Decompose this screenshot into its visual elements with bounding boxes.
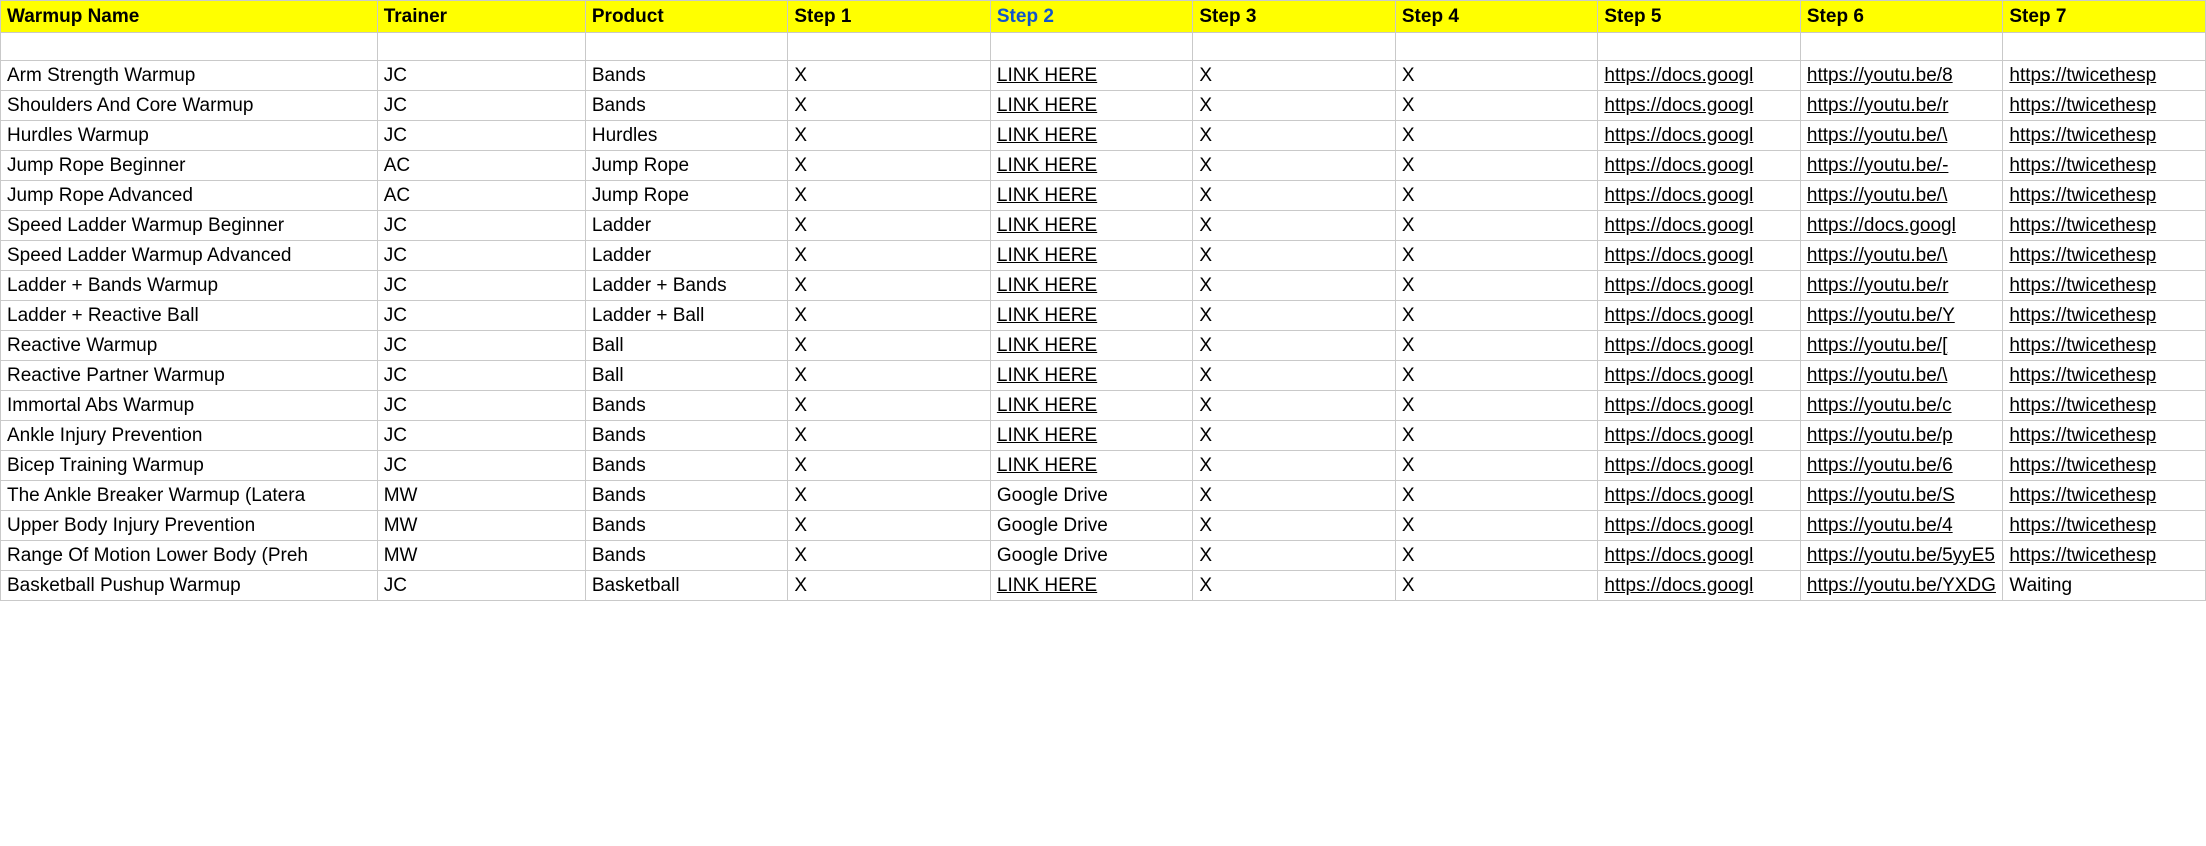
cell[interactable] (1, 33, 378, 61)
cell[interactable]: https://twicethesp (2003, 241, 2206, 271)
cell[interactable]: https://docs.googl (1800, 211, 2003, 241)
cell[interactable]: JC (377, 241, 585, 271)
cell[interactable]: Bands (585, 421, 788, 451)
cell[interactable]: https://docs.googl (1598, 301, 1801, 331)
cell[interactable]: Ladder + Reactive Ball (1, 301, 378, 331)
cell[interactable]: https://youtu.be/\ (1800, 181, 2003, 211)
cell[interactable]: Ladder + Bands (585, 271, 788, 301)
cell[interactable]: https://docs.googl (1598, 121, 1801, 151)
cell[interactable]: X (788, 241, 991, 271)
cell[interactable]: https://youtu.be/[ (1800, 331, 2003, 361)
cell[interactable]: X (1395, 511, 1598, 541)
table-row[interactable] (1, 571, 2206, 601)
column-header-trainer[interactable]: Trainer (377, 1, 585, 33)
cell[interactable]: JC (377, 361, 585, 391)
cell[interactable]: https://youtu.be/- (1800, 151, 2003, 181)
cell[interactable]: Ball (585, 331, 788, 361)
cell[interactable]: https://twicethesp (2003, 61, 2206, 91)
cell[interactable]: X (1193, 301, 1396, 331)
cell[interactable] (788, 33, 991, 61)
cell[interactable]: X (1395, 151, 1598, 181)
table-row[interactable] (1, 211, 2206, 241)
cell[interactable]: X (1193, 61, 1396, 91)
cell[interactable]: X (1193, 271, 1396, 301)
table-row[interactable] (1, 331, 2206, 361)
cell[interactable]: Waiting (2003, 571, 2206, 601)
cell[interactable]: X (1395, 331, 1598, 361)
cell[interactable]: Jump Rope Advanced (1, 181, 378, 211)
cell[interactable]: Google Drive (990, 511, 1193, 541)
cell[interactable]: X (1193, 571, 1396, 601)
cell[interactable]: LINK HERE (990, 61, 1193, 91)
cell[interactable]: X (1395, 91, 1598, 121)
column-header-step-1[interactable]: Step 1 (788, 1, 991, 33)
cell[interactable]: X (1395, 121, 1598, 151)
cell[interactable]: https://docs.googl (1598, 421, 1801, 451)
cell[interactable]: X (1193, 541, 1396, 571)
cell[interactable]: https://youtu.be/Y (1800, 301, 2003, 331)
column-header-warmup-name[interactable]: Warmup Name (1, 1, 378, 33)
cell[interactable]: X (1395, 451, 1598, 481)
cell[interactable]: Upper Body Injury Prevention (1, 511, 378, 541)
cell[interactable]: https://twicethesp (2003, 421, 2206, 451)
cell[interactable]: AC (377, 181, 585, 211)
cell[interactable]: https://youtu.be/6 (1800, 451, 2003, 481)
cell[interactable]: https://docs.googl (1598, 181, 1801, 211)
cell[interactable]: JC (377, 421, 585, 451)
cell[interactable]: X (788, 301, 991, 331)
cell[interactable]: X (788, 271, 991, 301)
cell[interactable]: https://youtu.be/S (1800, 481, 2003, 511)
cell[interactable]: Speed Ladder Warmup Advanced (1, 241, 378, 271)
cell[interactable]: LINK HERE (990, 151, 1193, 181)
cell[interactable]: X (788, 211, 991, 241)
cell[interactable]: https://twicethesp (2003, 451, 2206, 481)
cell[interactable] (1800, 33, 2003, 61)
cell[interactable]: X (788, 91, 991, 121)
cell[interactable]: https://docs.googl (1598, 571, 1801, 601)
cell[interactable]: Hurdles (585, 121, 788, 151)
cell[interactable]: JC (377, 391, 585, 421)
cell[interactable]: X (1193, 421, 1396, 451)
cell[interactable]: https://twicethesp (2003, 151, 2206, 181)
cell[interactable]: LINK HERE (990, 241, 1193, 271)
cell[interactable]: Bands (585, 61, 788, 91)
cell[interactable]: X (1395, 181, 1598, 211)
cell[interactable]: X (1193, 91, 1396, 121)
cell[interactable]: X (788, 151, 991, 181)
cell[interactable]: JC (377, 121, 585, 151)
cell[interactable]: Range Of Motion Lower Body (Preh (1, 541, 378, 571)
cell[interactable]: X (788, 451, 991, 481)
cell[interactable]: Ankle Injury Prevention (1, 421, 378, 451)
cell[interactable]: https://youtu.be/\ (1800, 241, 2003, 271)
table-row[interactable] (1, 271, 2206, 301)
cell[interactable]: https://youtu.be/5yyE5 (1800, 541, 2003, 571)
cell[interactable]: X (788, 481, 991, 511)
cell[interactable]: MW (377, 511, 585, 541)
cell[interactable]: Basketball (585, 571, 788, 601)
table-row[interactable] (1, 451, 2206, 481)
cell[interactable]: X (1395, 301, 1598, 331)
cell[interactable]: X (1395, 61, 1598, 91)
cell[interactable] (2003, 33, 2206, 61)
cell[interactable]: https://youtu.be/c (1800, 391, 2003, 421)
column-header-product[interactable]: Product (585, 1, 788, 33)
column-header-step-6[interactable]: Step 6 (1800, 1, 2003, 33)
cell[interactable] (1598, 33, 1801, 61)
cell[interactable]: X (1193, 151, 1396, 181)
cell[interactable]: X (788, 331, 991, 361)
cell[interactable]: X (788, 511, 991, 541)
table-row[interactable] (1, 361, 2206, 391)
column-header-step-7[interactable]: Step 7 (2003, 1, 2206, 33)
cell[interactable]: LINK HERE (990, 571, 1193, 601)
cell[interactable] (377, 33, 585, 61)
cell[interactable]: https://docs.googl (1598, 361, 1801, 391)
cell[interactable]: Bands (585, 451, 788, 481)
cell[interactable]: https://youtu.be/r (1800, 91, 2003, 121)
cell[interactable]: https://docs.googl (1598, 91, 1801, 121)
table-row[interactable] (1, 511, 2206, 541)
cell[interactable]: https://docs.googl (1598, 61, 1801, 91)
cell[interactable]: LINK HERE (990, 211, 1193, 241)
cell[interactable]: Ladder + Bands Warmup (1, 271, 378, 301)
cell[interactable]: JC (377, 271, 585, 301)
cell[interactable]: X (1193, 451, 1396, 481)
table-body (1, 33, 2206, 601)
cell[interactable]: https://youtu.be/4 (1800, 511, 2003, 541)
cell[interactable]: Jump Rope (585, 181, 788, 211)
cell[interactable]: https://twicethesp (2003, 181, 2206, 211)
cell[interactable]: Reactive Partner Warmup (1, 361, 378, 391)
cell[interactable]: X (1395, 271, 1598, 301)
column-header-step-4[interactable]: Step 4 (1395, 1, 1598, 33)
cell[interactable]: JC (377, 91, 585, 121)
table-row[interactable] (1, 181, 2206, 211)
cell[interactable] (1395, 33, 1598, 61)
cell[interactable]: X (1193, 511, 1396, 541)
cell[interactable]: LINK HERE (990, 301, 1193, 331)
cell[interactable]: https://docs.googl (1598, 331, 1801, 361)
cell[interactable]: X (1395, 421, 1598, 451)
cell[interactable]: X (1395, 541, 1598, 571)
cell[interactable]: https://twicethesp (2003, 271, 2206, 301)
cell[interactable]: https://youtu.be/8 (1800, 61, 2003, 91)
cell[interactable] (1193, 33, 1396, 61)
cell[interactable]: Bicep Training Warmup (1, 451, 378, 481)
cell[interactable]: X (788, 181, 991, 211)
cell[interactable]: Immortal Abs Warmup (1, 391, 378, 421)
table-row[interactable] (1, 61, 2206, 91)
cell[interactable]: https://twicethesp (2003, 511, 2206, 541)
cell[interactable]: Basketball Pushup Warmup (1, 571, 378, 601)
cell[interactable]: https://docs.googl (1598, 271, 1801, 301)
cell[interactable]: Hurdles Warmup (1, 121, 378, 151)
column-header-step-5[interactable]: Step 5 (1598, 1, 1801, 33)
cell[interactable]: Ball (585, 361, 788, 391)
cell[interactable]: X (788, 121, 991, 151)
cell[interactable]: https://youtu.be/\ (1800, 121, 2003, 151)
cell[interactable]: X (1193, 181, 1396, 211)
cell[interactable]: MW (377, 481, 585, 511)
cell[interactable]: JC (377, 571, 585, 601)
cell[interactable] (585, 33, 788, 61)
cell[interactable]: Google Drive (990, 541, 1193, 571)
cell[interactable]: JC (377, 211, 585, 241)
cell[interactable]: https://twicethesp (2003, 331, 2206, 361)
cell[interactable]: JC (377, 451, 585, 481)
cell[interactable]: Speed Ladder Warmup Beginner (1, 211, 378, 241)
cell[interactable]: Ladder (585, 211, 788, 241)
cell[interactable]: https://twicethesp (2003, 91, 2206, 121)
cell[interactable]: https://twicethesp (2003, 121, 2206, 151)
cell[interactable]: https://docs.googl (1598, 241, 1801, 271)
cell[interactable]: X (1193, 391, 1396, 421)
cell[interactable]: JC (377, 301, 585, 331)
cell[interactable]: Arm Strength Warmup (1, 61, 378, 91)
cell[interactable]: X (1193, 481, 1396, 511)
cell[interactable]: X (1395, 481, 1598, 511)
cell[interactable]: https://docs.googl (1598, 151, 1801, 181)
cell[interactable]: X (1193, 361, 1396, 391)
cell[interactable]: Ladder (585, 241, 788, 271)
table-row[interactable] (1, 241, 2206, 271)
cell[interactable]: https://youtu.be/r (1800, 271, 2003, 301)
cell[interactable]: Bands (585, 511, 788, 541)
cell[interactable]: LINK HERE (990, 121, 1193, 151)
table-row[interactable] (1, 301, 2206, 331)
cell[interactable]: X (788, 391, 991, 421)
cell[interactable]: LINK HERE (990, 271, 1193, 301)
cell[interactable]: https://twicethesp (2003, 391, 2206, 421)
cell[interactable]: https://docs.googl (1598, 391, 1801, 421)
cell[interactable]: LINK HERE (990, 181, 1193, 211)
cell[interactable]: Bands (585, 391, 788, 421)
table-row[interactable] (1, 91, 2206, 121)
cell[interactable]: https://twicethesp (2003, 211, 2206, 241)
cell[interactable]: Jump Rope (585, 151, 788, 181)
table-row[interactable] (1, 541, 2206, 571)
cell[interactable]: X (1193, 241, 1396, 271)
cell[interactable]: Bands (585, 541, 788, 571)
column-header-step-3[interactable]: Step 3 (1193, 1, 1396, 33)
cell[interactable]: https://youtu.be/\ (1800, 361, 2003, 391)
cell[interactable]: MW (377, 541, 585, 571)
cell[interactable]: LINK HERE (990, 331, 1193, 361)
cell[interactable]: JC (377, 331, 585, 361)
table-row[interactable] (1, 481, 2206, 511)
cell[interactable] (990, 33, 1193, 61)
column-header-step-2[interactable]: Step 2 (990, 1, 1193, 33)
cell[interactable]: Shoulders And Core Warmup (1, 91, 378, 121)
cell[interactable]: X (788, 421, 991, 451)
table-row[interactable] (1, 391, 2206, 421)
cell[interactable]: X (1395, 211, 1598, 241)
cell[interactable]: The Ankle Breaker Warmup (Latera (1, 481, 378, 511)
cell[interactable]: JC (377, 61, 585, 91)
table-row[interactable] (1, 151, 2206, 181)
cell[interactable]: https://docs.googl (1598, 541, 1801, 571)
table-row[interactable] (1, 121, 2206, 151)
cell[interactable]: LINK HERE (990, 391, 1193, 421)
cell[interactable]: https://docs.googl (1598, 451, 1801, 481)
cell[interactable]: https://twicethesp (2003, 481, 2206, 511)
cell[interactable]: LINK HERE (990, 91, 1193, 121)
cell[interactable]: Bands (585, 481, 788, 511)
cell[interactable]: LINK HERE (990, 451, 1193, 481)
cell[interactable]: X (788, 61, 991, 91)
table-row[interactable] (1, 421, 2206, 451)
cell[interactable]: Ladder + Ball (585, 301, 788, 331)
cell[interactable]: X (788, 571, 991, 601)
cell[interactable]: X (1395, 391, 1598, 421)
cell[interactable]: Reactive Warmup (1, 331, 378, 361)
cell[interactable]: X (1193, 121, 1396, 151)
cell[interactable]: X (1395, 361, 1598, 391)
cell[interactable]: X (788, 361, 991, 391)
cell[interactable]: https://twicethesp (2003, 541, 2206, 571)
cell[interactable]: X (1395, 241, 1598, 271)
cell[interactable]: LINK HERE (990, 421, 1193, 451)
table-spacer-row[interactable] (1, 33, 2206, 61)
cell[interactable]: https://docs.googl (1598, 481, 1801, 511)
cell[interactable]: https://youtu.be/YXDG (1800, 571, 2003, 601)
cell[interactable]: https://docs.googl (1598, 511, 1801, 541)
cell[interactable]: X (1193, 331, 1396, 361)
cell[interactable]: X (1193, 211, 1396, 241)
cell[interactable]: https://docs.googl (1598, 211, 1801, 241)
cell[interactable]: LINK HERE (990, 361, 1193, 391)
cell[interactable]: Jump Rope Beginner (1, 151, 378, 181)
cell[interactable]: Google Drive (990, 481, 1193, 511)
cell[interactable]: Bands (585, 91, 788, 121)
table-header-row (1, 1, 2206, 33)
cell[interactable]: X (788, 541, 991, 571)
cell[interactable]: https://youtu.be/p (1800, 421, 2003, 451)
cell[interactable]: https://twicethesp (2003, 361, 2206, 391)
cell[interactable]: AC (377, 151, 585, 181)
cell[interactable]: X (1395, 571, 1598, 601)
cell[interactable]: https://twicethesp (2003, 301, 2206, 331)
